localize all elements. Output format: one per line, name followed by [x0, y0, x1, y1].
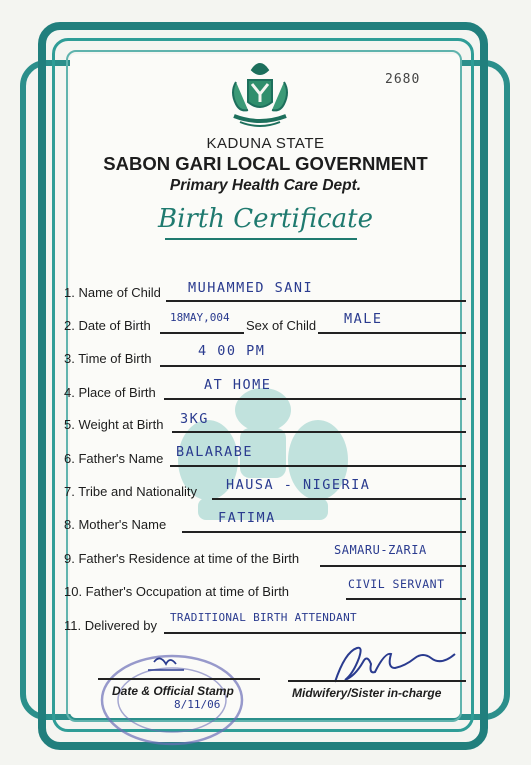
official-stamp-icon: [98, 648, 246, 748]
signature-label: Midwifery/Sister in-charge: [292, 686, 442, 700]
field-value-dob: 18MAY,004: [170, 311, 230, 324]
field-label-occupation: 10. Father's Occupation at time of Birth: [64, 584, 290, 599]
certificate-title: Birth Certificate: [157, 204, 374, 234]
field-line: [320, 565, 466, 567]
signature-line: [288, 680, 466, 682]
lga-name: SABON GARI LOCAL GOVERNMENT: [103, 153, 428, 174]
field-value-sex: MALE: [344, 311, 383, 327]
stamp-line: [98, 678, 260, 680]
field-label-dob: 2. Date of Birth: [64, 318, 151, 333]
field-line: [318, 332, 466, 334]
field-label-delivered: 11. Delivered by: [64, 618, 157, 633]
field-label-residence: 9. Father's Residence at time of the Birth: [64, 551, 300, 566]
field-line: [172, 431, 466, 433]
title-underline: [165, 238, 357, 240]
field-label-time: 3. Time of Birth: [64, 351, 152, 366]
field-line: [164, 632, 466, 634]
field-value-tribe: HAUSA - NIGERIA: [226, 477, 371, 493]
field-label-sex: Sex of Child: [246, 318, 317, 333]
field-label-tribe: 7. Tribe and Nationality: [64, 484, 197, 499]
field-value-occupation: CIVIL SERVANT: [348, 577, 445, 591]
field-line: [160, 365, 466, 367]
field-label-name: 1. Name of Child: [64, 285, 161, 300]
field-value-delivered: TRADITIONAL BIRTH ATTENDANT: [170, 611, 357, 624]
field-line: [212, 498, 466, 500]
field-line: [164, 398, 466, 400]
field-line: [182, 531, 466, 533]
field-value-residence: SAMARU-ZARIA: [334, 543, 427, 557]
department-name: Primary Health Care Dept.: [169, 177, 362, 194]
field-value-father: BALARABE: [176, 444, 254, 460]
field-value-name: MUHAMMED SANI: [188, 280, 314, 296]
signature-icon: [325, 640, 475, 690]
field-line: [170, 465, 466, 467]
field-line: [166, 300, 466, 302]
field-value-place: AT HOME: [204, 377, 272, 393]
field-line: [160, 332, 244, 334]
field-label-place: 4. Place of Birth: [64, 385, 156, 400]
field-value-weight: 3KG: [180, 411, 209, 427]
field-label-mother: 8. Mother's Name: [64, 517, 167, 532]
coat-of-arms-icon: [222, 56, 298, 134]
state-name: KADUNA STATE: [206, 135, 325, 152]
field-line: [346, 598, 466, 600]
stamp-date: 8/11/06: [174, 698, 221, 711]
field-value-time: 4 00 PM: [198, 343, 266, 359]
field-label-weight: 5. Weight at Birth: [64, 417, 164, 432]
stamp-label: Date & Official Stamp: [112, 684, 234, 698]
field-label-father: 6. Father's Name: [64, 451, 164, 466]
field-value-mother: FATIMA: [218, 510, 276, 526]
serial-number: 2680: [385, 72, 421, 87]
